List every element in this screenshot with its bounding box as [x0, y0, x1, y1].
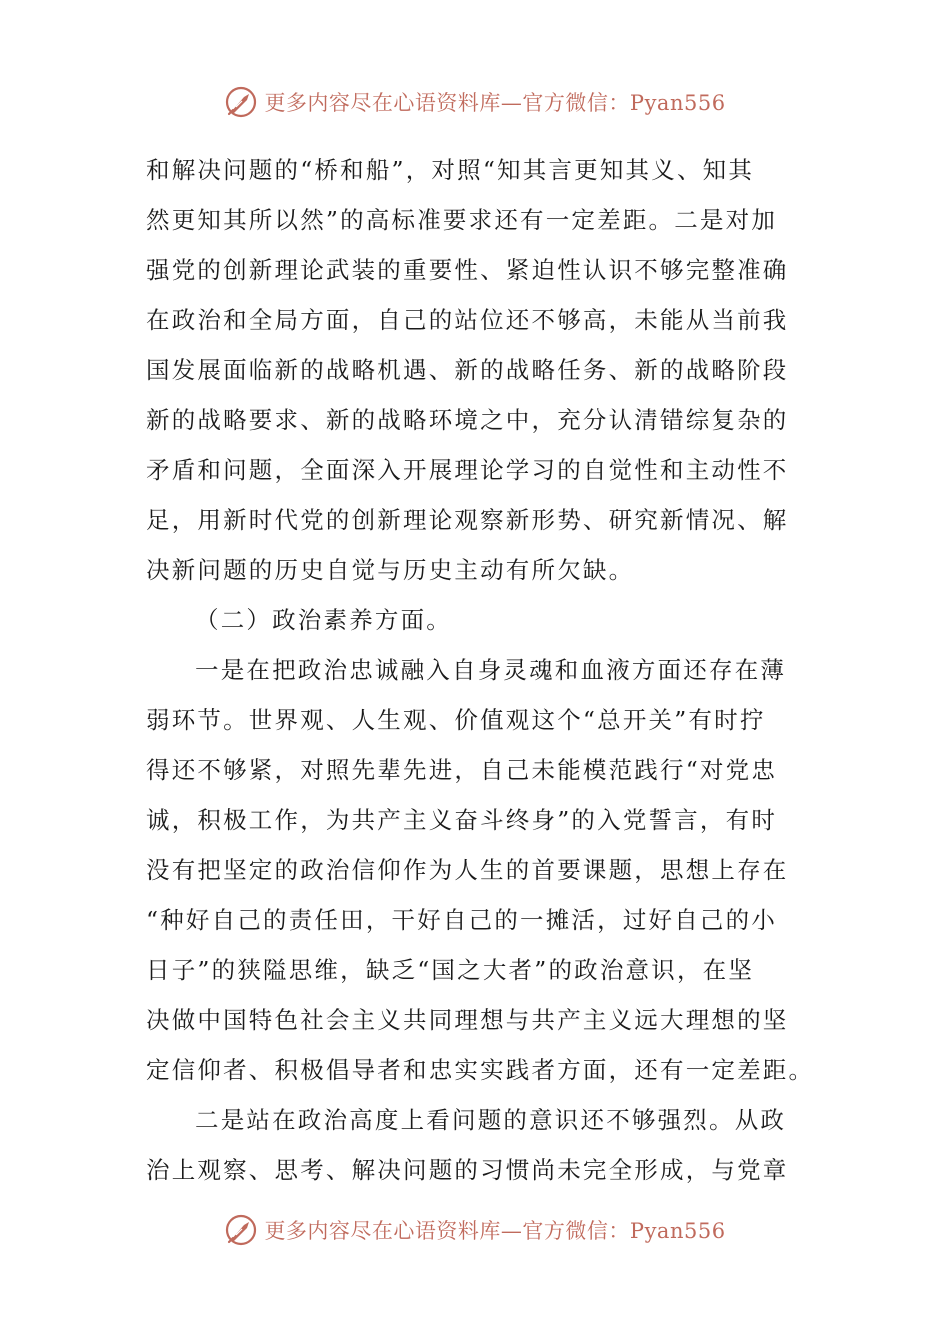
- text-line: 足，用新时代党的创新理论观察新形势、研究新情况、解: [146, 506, 789, 534]
- header-watermark-banner: [0, 80, 950, 124]
- text-line: 决做中国特色社会主义共同理想与共产主义远大理想的坚: [146, 1006, 789, 1034]
- text-line: 一是在把政治忠诚融入自身灵魂和血液方面还存在薄: [195, 656, 787, 684]
- pen-nib-logo-icon: [224, 85, 258, 119]
- text-line: 强党的创新理论武装的重要性、紧迫性认识不够完整准确: [146, 256, 789, 284]
- text-line: “种好自己的责任田，干好自己的一摊活，过好自己的小: [146, 906, 778, 934]
- text-line: 国发展面临新的战略机遇、新的战略任务、新的战略阶段: [146, 356, 789, 384]
- footer-watermark-text: 更多内容尽在心语资料库—官方微信：Pyan556: [264, 1219, 726, 1243]
- text-line: 日子”的狭隘思维，缺乏“国之大者”的政治意识，在坚: [146, 956, 755, 984]
- document-body: [146, 145, 814, 1195]
- text-line: 得还不够紧，对照先辈先进，自己未能模范践行“对党忠: [146, 756, 778, 784]
- text-line: 二是站在政治高度上看问题的意识还不够强烈。从政: [195, 1106, 787, 1134]
- text-line: 在政治和全局方面，自己的站位还不够高，未能从当前我: [146, 306, 789, 334]
- text-line: 诚，积极工作，为共产主义奋斗终身”的入党誓言，有时: [146, 806, 778, 834]
- text-line: 决新问题的历史自觉与历史主动有所欠缺。: [146, 556, 635, 584]
- pen-nib-logo-icon: [224, 1213, 258, 1247]
- section-heading: （二）政治素养方面。: [195, 606, 452, 634]
- text-line: 矛盾和问题，全面深入开展理论学习的自觉性和主动性不: [146, 456, 789, 484]
- text-line: 治上观察、思考、解决问题的习惯尚未完全形成，与党章: [146, 1156, 789, 1184]
- text-line: 新的战略要求、新的战略环境之中，充分认清错综复杂的: [146, 406, 789, 434]
- footer-watermark-banner: [0, 1208, 950, 1252]
- text-line: 弱环节。世界观、人生观、价值观这个“总开关”有时拧: [146, 706, 766, 734]
- header-watermark-text: 更多内容尽在心语资料库—官方微信：Pyan556: [264, 91, 726, 115]
- text-line: 没有把坚定的政治信仰作为人生的首要课题，思想上存在: [146, 856, 789, 884]
- text-line: 定信仰者、积极倡导者和忠实实践者方面，还有一定差距。: [146, 1056, 814, 1084]
- text-line: 然更知其所以然”的高标准要求还有一定差距。二是对加: [146, 206, 778, 234]
- text-line: 和解决问题的“桥和船”，对照“知其言更知其义、知其: [146, 156, 755, 184]
